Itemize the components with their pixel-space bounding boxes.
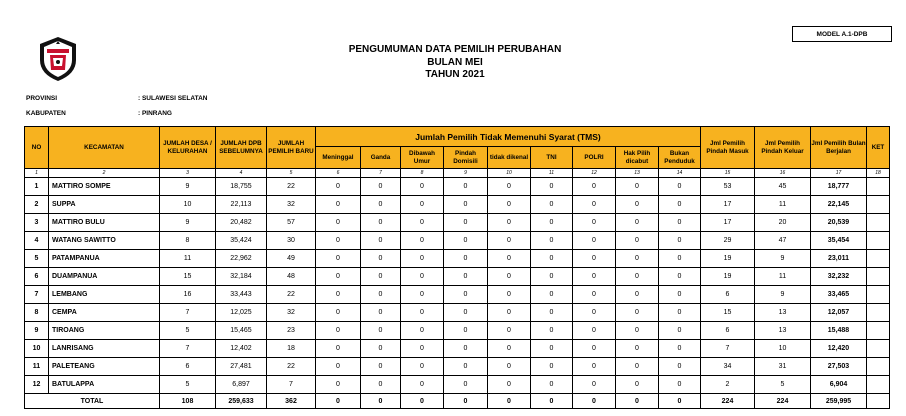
cell-desa: 10 [160,196,216,214]
cell-tms: 0 [573,340,616,358]
total-row [25,394,890,409]
cell-tms: 0 [444,376,488,394]
cell-tms: 0 [488,322,531,340]
cell-berjalan: 22,145 [811,196,867,214]
cell-dpb: 15,465 [216,322,267,340]
cell-no: 1 [25,178,49,196]
cell-no: 12 [25,376,49,394]
total-desa: 108 [160,394,216,409]
header-baru: JUMLAH PEMILIH BARU [267,127,316,169]
cell-kecamatan: LEMBANG [49,286,160,304]
cell-tms: 0 [531,268,573,286]
column-number: 5 [267,169,316,178]
cell-masuk: 6 [701,286,755,304]
cell-tms: 0 [401,214,444,232]
cell-masuk: 6 [701,322,755,340]
kpu-logo-icon [38,36,78,82]
cell-tms: 0 [361,196,401,214]
cell-kecamatan: PALETEANG [49,358,160,376]
cell-tms: 0 [616,232,659,250]
cell-tms: 0 [401,232,444,250]
column-number: 7 [361,169,401,178]
header-keluar: Jml Pemilih Pindah Keluar [755,127,811,169]
cell-masuk: 15 [701,304,755,322]
cell-desa: 16 [160,286,216,304]
cell-tms: 0 [659,196,701,214]
cell-tms: 0 [316,250,361,268]
cell-tms: 0 [573,358,616,376]
total-tms: 0 [316,394,361,409]
table-row [25,196,890,214]
header-desa: JUMLAH DESA / KELURAHAN [160,127,216,169]
cell-keluar: 45 [755,178,811,196]
header-tms-col: Dibawah Umur [401,147,444,169]
cell-tms: 0 [659,178,701,196]
cell-dpb: 22,962 [216,250,267,268]
cell-tms: 0 [361,268,401,286]
table-row [25,214,890,232]
cell-no: 7 [25,286,49,304]
cell-baru: 32 [267,196,316,214]
cell-tms: 0 [659,268,701,286]
cell-masuk: 19 [701,268,755,286]
cell-tms: 0 [531,196,573,214]
cell-keluar: 47 [755,232,811,250]
cell-tms: 0 [531,340,573,358]
cell-ket [867,340,890,358]
cell-tms: 0 [659,376,701,394]
column-number: 14 [659,169,701,178]
total-tms: 0 [444,394,488,409]
cell-masuk: 34 [701,358,755,376]
cell-keluar: 5 [755,376,811,394]
cell-desa: 11 [160,250,216,268]
cell-no: 5 [25,250,49,268]
cell-baru: 48 [267,268,316,286]
cell-tms: 0 [401,376,444,394]
cell-tms: 0 [316,178,361,196]
cell-kecamatan: LANRISANG [49,340,160,358]
header-kecamatan: KECAMATAN [49,127,160,169]
cell-tms: 0 [401,358,444,376]
header-ket: KET [867,127,890,169]
cell-tms: 0 [573,232,616,250]
cell-tms: 0 [361,232,401,250]
header-tms: Jumlah Pemilih Tidak Memenuhi Syarat (TMS) [316,127,701,147]
column-number: 12 [573,169,616,178]
cell-tms: 0 [361,358,401,376]
cell-berjalan: 20,539 [811,214,867,232]
cell-tms: 0 [444,196,488,214]
cell-ket [867,268,890,286]
cell-keluar: 13 [755,322,811,340]
kabupaten-row [26,110,172,117]
column-number: 15 [701,169,755,178]
cell-tms: 0 [488,340,531,358]
cell-tms: 0 [616,358,659,376]
cell-tms: 0 [573,376,616,394]
cell-tms: 0 [316,304,361,322]
cell-tms: 0 [531,376,573,394]
cell-ket [867,322,890,340]
column-number: 6 [316,169,361,178]
table-row [25,304,890,322]
cell-tms: 0 [573,322,616,340]
cell-berjalan: 18,777 [811,178,867,196]
cell-tms: 0 [401,340,444,358]
column-number: 9 [444,169,488,178]
header-tms-col: Pindah Domisili [444,147,488,169]
cell-tms: 0 [488,250,531,268]
cell-masuk: 2 [701,376,755,394]
cell-tms: 0 [488,268,531,286]
total-tms: 0 [401,394,444,409]
column-number: 11 [531,169,573,178]
cell-tms: 0 [659,322,701,340]
cell-baru: 22 [267,358,316,376]
cell-tms: 0 [531,358,573,376]
cell-tms: 0 [573,286,616,304]
cell-no: 10 [25,340,49,358]
cell-keluar: 9 [755,250,811,268]
cell-ket [867,376,890,394]
cell-tms: 0 [573,250,616,268]
cell-tms: 0 [659,358,701,376]
cell-tms: 0 [531,286,573,304]
cell-no: 2 [25,196,49,214]
cell-tms: 0 [573,214,616,232]
header-tms-col: Hak Pilih dicabut [616,147,659,169]
cell-tms: 0 [361,214,401,232]
cell-berjalan: 23,011 [811,250,867,268]
cell-dpb: 35,424 [216,232,267,250]
cell-berjalan: 6,904 [811,376,867,394]
cell-kecamatan: SUPPA [49,196,160,214]
provinsi-label: PROVINSI [26,95,58,102]
cell-tms: 0 [444,358,488,376]
kabupaten-value: : PINRANG [138,110,172,117]
cell-ket [867,232,890,250]
cell-tms: 0 [488,196,531,214]
column-number: 13 [616,169,659,178]
cell-dpb: 6,897 [216,376,267,394]
cell-baru: 49 [267,250,316,268]
header-berjalan: Jml Pemilih Bulan Berjalan [811,127,867,169]
column-number: 1 [25,169,49,178]
cell-dpb: 12,402 [216,340,267,358]
column-number: 16 [755,169,811,178]
cell-tms: 0 [616,178,659,196]
cell-tms: 0 [659,304,701,322]
cell-keluar: 11 [755,268,811,286]
cell-tms: 0 [316,196,361,214]
cell-tms: 0 [444,340,488,358]
table-row [25,178,890,196]
cell-desa: 5 [160,376,216,394]
cell-masuk: 29 [701,232,755,250]
cell-tms: 0 [616,304,659,322]
cell-keluar: 9 [755,286,811,304]
cell-tms: 0 [316,376,361,394]
cell-kecamatan: CEMPA [49,304,160,322]
cell-berjalan: 12,420 [811,340,867,358]
cell-ket [867,214,890,232]
cell-tms: 0 [488,358,531,376]
cell-ket [867,358,890,376]
total-tms: 0 [616,394,659,409]
cell-tms: 0 [401,196,444,214]
cell-tms: 0 [401,286,444,304]
cell-tms: 0 [616,340,659,358]
cell-tms: 0 [531,250,573,268]
header-tms-col: TNI [531,147,573,169]
cell-tms: 0 [444,214,488,232]
header-no: NO [25,127,49,169]
cell-tms: 0 [444,304,488,322]
table-row [25,322,890,340]
cell-tms: 0 [444,250,488,268]
header-tms-col: Meninggal [316,147,361,169]
cell-dpb: 18,755 [216,178,267,196]
cell-tms: 0 [316,286,361,304]
cell-tms: 0 [616,214,659,232]
cell-tms: 0 [531,178,573,196]
cell-baru: 22 [267,178,316,196]
cell-ket [867,286,890,304]
cell-desa: 15 [160,268,216,286]
cell-no: 9 [25,322,49,340]
cell-keluar: 31 [755,358,811,376]
cell-masuk: 19 [701,250,755,268]
total-berjalan: 259,995 [811,394,867,409]
column-number: 3 [160,169,216,178]
column-number: 8 [401,169,444,178]
cell-tms: 0 [488,232,531,250]
title-line-2: BULAN MEI [427,56,483,68]
cell-tms: 0 [531,232,573,250]
cell-tms: 0 [444,286,488,304]
total-tms: 0 [573,394,616,409]
total-tms: 0 [531,394,573,409]
column-number: 2 [49,169,160,178]
column-number: 17 [811,169,867,178]
title-line-1: PENGUMUMAN DATA PEMILIH PERUBAHAN [348,44,562,55]
table-row [25,268,890,286]
cell-tms: 0 [316,358,361,376]
cell-tms: 0 [316,268,361,286]
cell-tms: 0 [573,268,616,286]
cell-ket [867,178,890,196]
cell-tms: 0 [444,268,488,286]
cell-desa: 7 [160,304,216,322]
cell-tms: 0 [361,376,401,394]
cell-dpb: 20,482 [216,214,267,232]
document-title [300,44,610,82]
cell-keluar: 13 [755,304,811,322]
total-dpb: 259,633 [216,394,267,409]
cell-tms: 0 [616,268,659,286]
column-number-row [25,169,890,178]
cell-desa: 7 [160,340,216,358]
cell-kecamatan: TIROANG [49,322,160,340]
total-tms: 0 [488,394,531,409]
provinsi-row [26,95,207,102]
cell-berjalan: 15,488 [811,322,867,340]
cell-tms: 0 [573,196,616,214]
cell-berjalan: 12,057 [811,304,867,322]
cell-tms: 0 [488,376,531,394]
cell-berjalan: 33,465 [811,286,867,304]
cell-tms: 0 [444,322,488,340]
cell-masuk: 53 [701,178,755,196]
cell-kecamatan: MATTIRO BULU [49,214,160,232]
cell-baru: 32 [267,304,316,322]
cell-tms: 0 [573,178,616,196]
cell-baru: 7 [267,376,316,394]
cell-desa: 8 [160,232,216,250]
column-number: 4 [216,169,267,178]
cell-desa: 5 [160,322,216,340]
cell-berjalan: 35,454 [811,232,867,250]
cell-keluar: 20 [755,214,811,232]
title-line-3: TAHUN 2021 [425,69,485,80]
cell-tms: 0 [488,304,531,322]
table-row [25,250,890,268]
cell-berjalan: 27,503 [811,358,867,376]
model-label: MODEL A.1-DPB [792,26,892,42]
cell-tms: 0 [316,232,361,250]
cell-dpb: 33,443 [216,286,267,304]
cell-tms: 0 [361,304,401,322]
cell-baru: 18 [267,340,316,358]
cell-ket [867,196,890,214]
cell-tms: 0 [361,286,401,304]
cell-keluar: 11 [755,196,811,214]
cell-tms: 0 [316,322,361,340]
cell-tms: 0 [401,322,444,340]
cell-tms: 0 [659,250,701,268]
cell-dpb: 27,481 [216,358,267,376]
cell-tms: 0 [659,340,701,358]
cell-tms: 0 [616,196,659,214]
header-tms-col: Ganda [361,147,401,169]
cell-dpb: 32,184 [216,268,267,286]
cell-kecamatan: PATAMPANUA [49,250,160,268]
total-ket [867,394,890,409]
cell-kecamatan: MATTIRO SOMPE [49,178,160,196]
cell-tms: 0 [531,304,573,322]
cell-tms: 0 [616,250,659,268]
cell-tms: 0 [488,178,531,196]
cell-no: 11 [25,358,49,376]
total-keluar: 224 [755,394,811,409]
cell-no: 6 [25,268,49,286]
table-row [25,286,890,304]
cell-kecamatan: BATULAPPA [49,376,160,394]
column-number: 18 [867,169,890,178]
total-tms: 0 [361,394,401,409]
cell-kecamatan: DUAMPANUA [49,268,160,286]
cell-baru: 22 [267,286,316,304]
cell-dpb: 22,113 [216,196,267,214]
cell-keluar: 10 [755,340,811,358]
cell-tms: 0 [361,250,401,268]
table-row [25,358,890,376]
header-dpb: JUMLAH DPB SEBELUMNYA [216,127,267,169]
cell-kecamatan: WATANG SAWITTO [49,232,160,250]
table-row [25,376,890,394]
cell-berjalan: 32,232 [811,268,867,286]
header-tms-col: tidak dikenal [488,147,531,169]
cell-masuk: 17 [701,196,755,214]
provinsi-value: : SULAWESI SELATAN [138,95,208,102]
cell-no: 8 [25,304,49,322]
cell-tms: 0 [488,286,531,304]
total-label: TOTAL [25,394,160,409]
cell-tms: 0 [361,178,401,196]
cell-tms: 0 [316,214,361,232]
cell-tms: 0 [573,304,616,322]
cell-tms: 0 [531,322,573,340]
cell-tms: 0 [401,250,444,268]
cell-ket [867,304,890,322]
column-number: 10 [488,169,531,178]
cell-tms: 0 [616,322,659,340]
cell-tms: 0 [616,376,659,394]
cell-no: 3 [25,214,49,232]
cell-baru: 30 [267,232,316,250]
cell-masuk: 7 [701,340,755,358]
cell-desa: 6 [160,358,216,376]
table-row [25,340,890,358]
voter-data-table [24,126,890,409]
cell-tms: 0 [659,214,701,232]
total-baru: 362 [267,394,316,409]
cell-tms: 0 [361,340,401,358]
cell-tms: 0 [444,232,488,250]
cell-ket [867,250,890,268]
cell-tms: 0 [659,232,701,250]
total-tms: 0 [659,394,701,409]
cell-tms: 0 [401,304,444,322]
table-row [25,232,890,250]
cell-baru: 23 [267,322,316,340]
kabupaten-label: KABUPATEN [26,110,66,117]
cell-tms: 0 [659,286,701,304]
header-tms-col: Bukan Penduduk [659,147,701,169]
header-tms-col: POLRI [573,147,616,169]
cell-tms: 0 [316,340,361,358]
cell-tms: 0 [444,178,488,196]
cell-tms: 0 [401,268,444,286]
cell-no: 4 [25,232,49,250]
total-masuk: 224 [701,394,755,409]
cell-tms: 0 [616,286,659,304]
cell-tms: 0 [401,178,444,196]
cell-dpb: 12,025 [216,304,267,322]
cell-tms: 0 [488,214,531,232]
cell-tms: 0 [531,214,573,232]
header-masuk: Jml Pemilih Pindah Masuk [701,127,755,169]
cell-desa: 9 [160,214,216,232]
cell-desa: 9 [160,178,216,196]
cell-masuk: 17 [701,214,755,232]
cell-tms: 0 [361,322,401,340]
cell-baru: 57 [267,214,316,232]
